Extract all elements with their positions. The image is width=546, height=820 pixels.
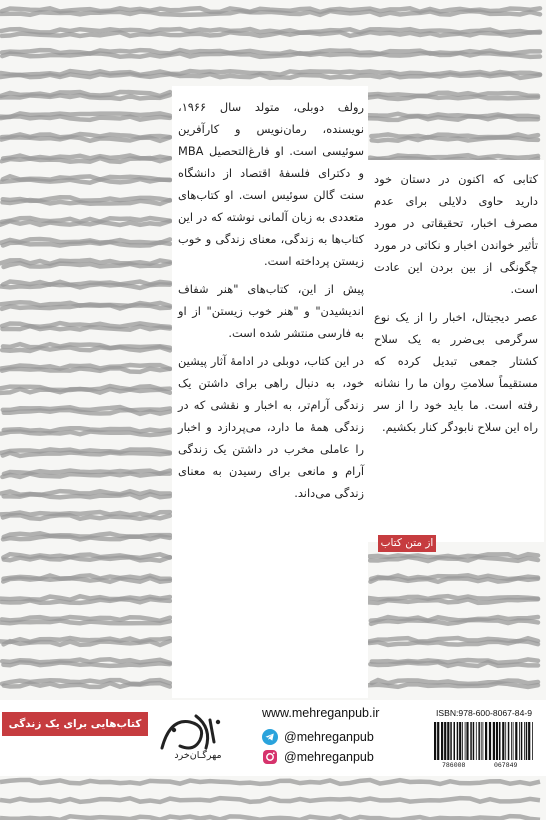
excerpt-source-tag: از متن کتاب <box>378 535 436 552</box>
excerpt-paragraph: کتابی که اکنون در دستان خود دارید حاوی دلایلی برای عدم مصرف اخبار، تحقیقاتی در مورد تأثیر خواندن اخبار و نکاتی در مورد چگونگی از بین بردن این عادت است. <box>374 172 538 296</box>
barcode-digits-left: 786008 <box>442 762 466 769</box>
telegram-handle-row[interactable] <box>262 728 374 746</box>
publisher-name: مهرگـان‌خرد <box>174 750 222 761</box>
telegram-handle: @mehreganpub <box>284 730 374 744</box>
author-bio-paragraph: در این کتاب، دوبلی در ادامهٔ آثار پیشین خود، به دنبال راهی برای داشتن یک زندگی آرام‌تر، به اخبار و نقشی که در زندگی همهٔ ما دارد، می‌پردازد و اخبار را عاملی مخرب در داشتن یک زندگی آرام و مانعی برای رسیدن به معنای زندگی می‌داند. <box>178 354 364 500</box>
author-bio-paragraph: پیش از این، کتاب‌های "هنر شفاف اندیشیدن" و "هنر خوب زیستن" از او به فارسی منتشر شده است. <box>178 282 364 340</box>
isbn-barcode <box>424 706 544 772</box>
isbn-number: ISBN:978-600-8067-84-9 <box>435 708 533 718</box>
excerpt <box>374 168 538 444</box>
author-bio-paragraph: رولف دوبلی، متولد سال ۱۹۶۶، نویسنده، رمان‌نویس و کارآفرین سوئیسی است. او فارغ‌التحصیل MBA و دکترای فلسفهٔ اقتصاد از دانشگاه سنت گالن سوئیس است. او کتاب‌های متعددی به زبان آلمانی نوشته که در این کتاب‌ها به زندگی، معنای زندگی و خوب زیستن پرداخته است. <box>178 100 364 268</box>
barcode-icon <box>432 722 536 760</box>
excerpt-paragraph: عصر دیجیتال، اخبار را از یک نوع سرگرمی بی‌ضرر به یک سلاح کشتار جمعی تبدیل کرده که مستقیماً سلامتِ روان ما را نشانه رفته است. ما باید خود را از سر راه این سلاح نابودگر کنار بکشیم. <box>374 310 538 434</box>
author-bio <box>178 96 364 510</box>
mehregan-logo <box>150 708 238 774</box>
publisher-website[interactable]: www.mehreganpub.ir <box>262 706 380 720</box>
instagram-icon <box>262 749 278 765</box>
instagram-handle-row[interactable] <box>262 748 374 766</box>
barcode-digits-right: 067849 <box>494 762 518 769</box>
instagram-handle: @mehreganpub <box>284 750 374 764</box>
telegram-icon <box>262 729 278 745</box>
series-slogan: کتاب‌هایی برای یک زندگی بهتر <box>2 712 148 736</box>
